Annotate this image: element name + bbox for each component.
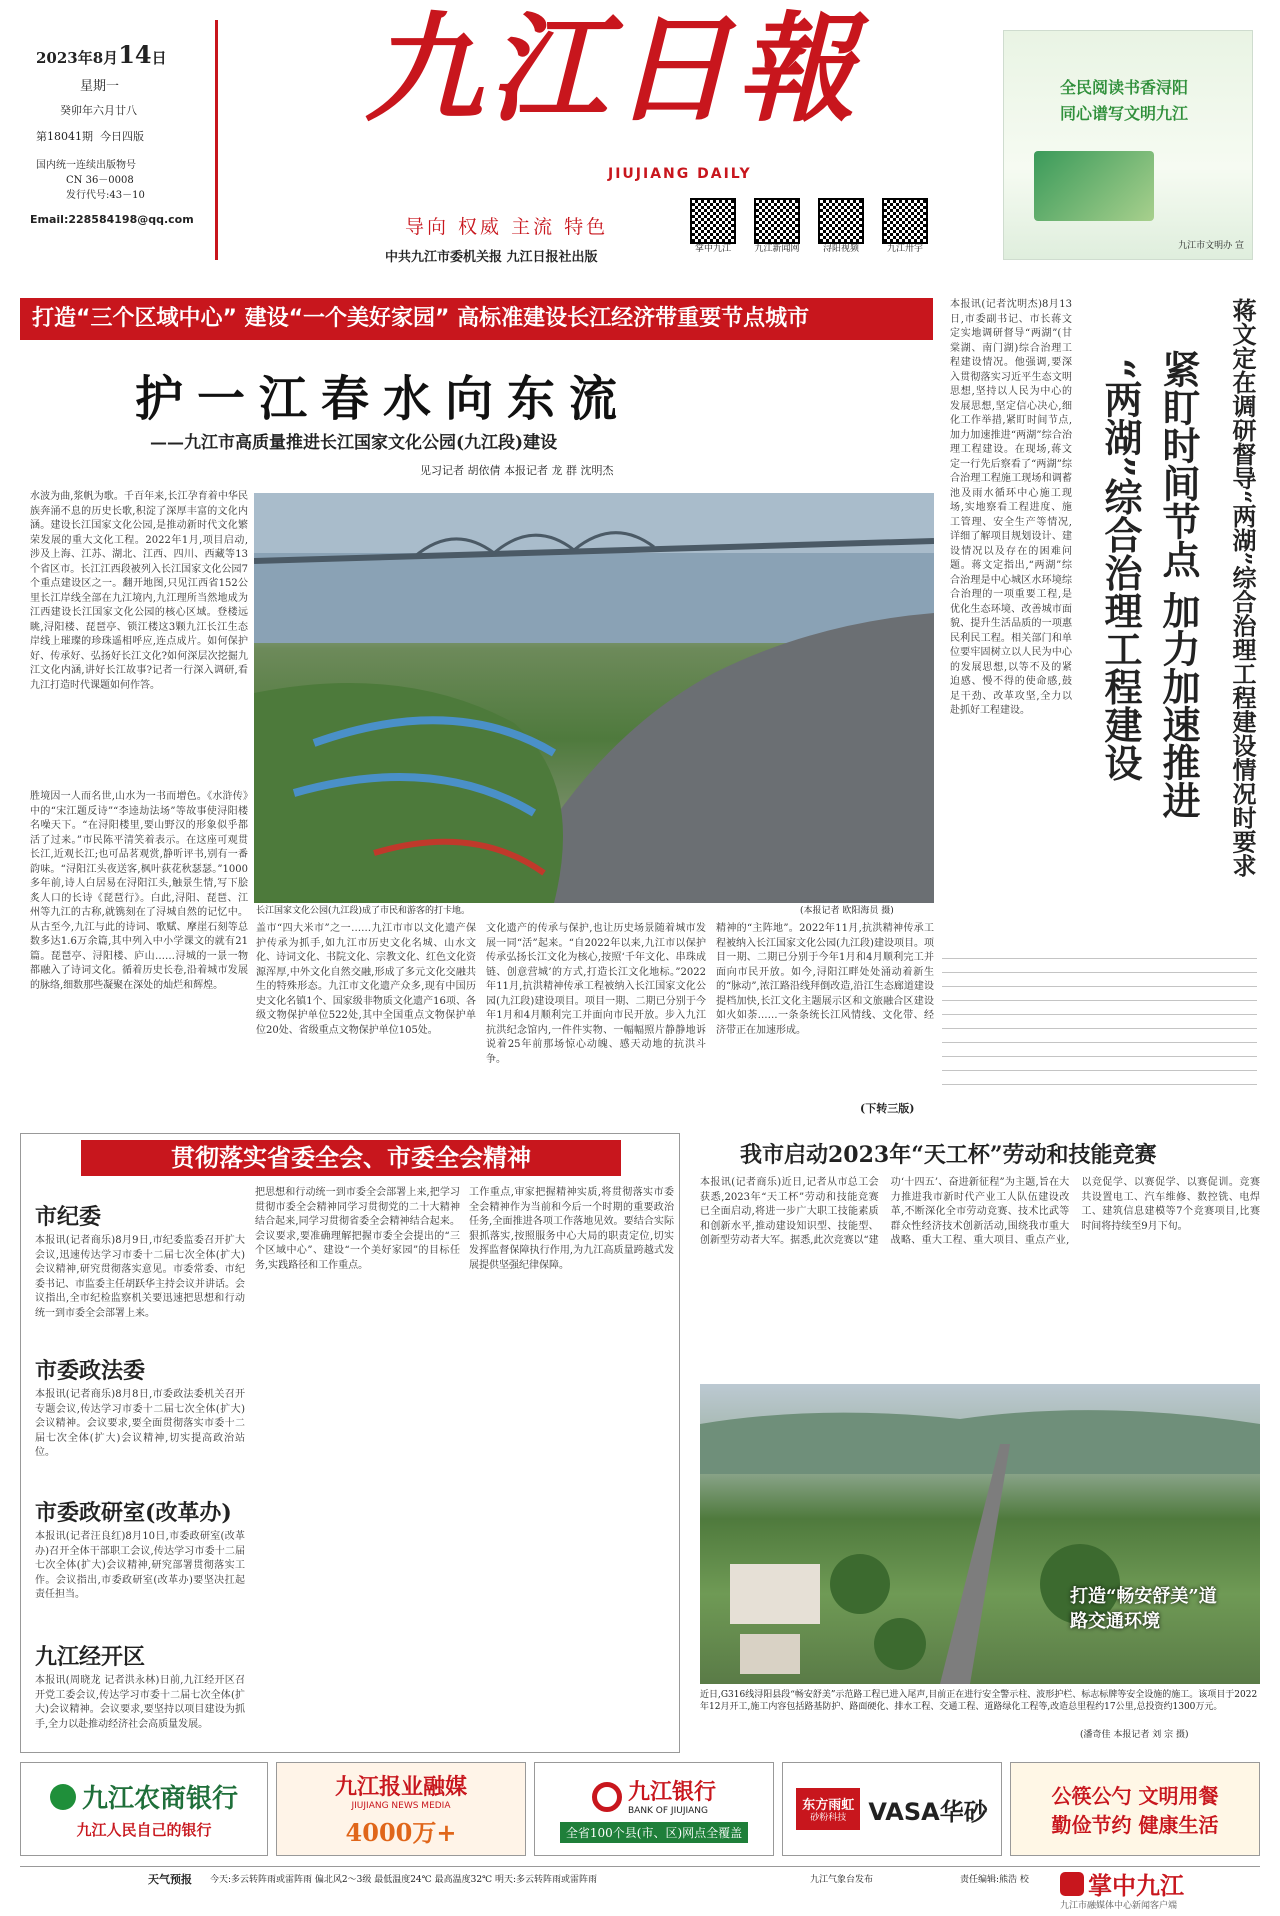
comp-text: 本报讯(记者商乐)近日,记者从市总工会获悉,2023年“天工杯”劳动和技能竞赛已全面启动,将进一步广大职工技能素质和创新水平,推动建设知识型、技能型、创新型劳动者大军。据悉,此次竞赛以“建功‘十四五’、奋进新征程”为主题,旨在大力推进我市新时代产业工人队伍建设改革,不断深化全市劳动竞赛、技术比武等群众性经济技术创新活动,围绕我市重大战略、重大工程、重大项目、重点产业,以竞促学、以赛促学、以赛促训。竞赛共设置电工、汽车维修、数控铣、电焊工、建筑信息建模等7个竞赛项目,比赛时间将持续至9月下旬。 — [700, 1177, 1260, 1246]
meeting-box — [20, 1133, 680, 1753]
date-info — [30, 40, 194, 226]
right-story-bottom-text — [942, 958, 1257, 1088]
slogan: 导向 权威 主流 特色 — [405, 216, 609, 238]
ad-media[interactable] — [276, 1762, 526, 1856]
qr-label: 浔阳视频 — [822, 244, 859, 254]
road-photo[interactable] — [700, 1384, 1260, 1684]
ad-jiujiang-bank[interactable] — [534, 1762, 774, 1856]
promo-line-1: 全民阅读书香浔阳 — [1060, 78, 1189, 97]
yuhong-name: 东方雨虹 — [802, 1797, 855, 1813]
lead-headline[interactable]: 护一江春水向东流 — [135, 371, 632, 427]
yuhong-logo — [796, 1788, 860, 1831]
email: Email:228584198@qq.com — [30, 213, 194, 226]
qr-code-icon[interactable] — [818, 198, 864, 244]
section-text: 本报讯(记者商乐)8月8日,市委政法委机关召开专题会议,传达学习市委十二届七次全体(扩大)会议精神。会议要求,要全面贯彻落实市委十二届七次全体(扩大)会议精神,切实提高政治站位。 — [35, 1389, 245, 1458]
media-name: 九江报业融媒 — [334, 1774, 467, 1801]
masthead-divider — [215, 20, 218, 260]
ad-strip — [20, 1762, 1260, 1856]
date-day: 14 — [118, 40, 152, 69]
section-text: 本报讯(记者汪良红)8月10日,市委政研室(改革办)召开全体干部职工会议,传达学习市委十二届七次全体(扩大)会议精神,研究部署贯彻落实工作。会议指出,市委政研室(改革办)要坚决扛起责任担当。 — [35, 1531, 245, 1600]
lead-subhead: ——九江市高质量推进长江国家文化公园(九江段)建设 — [150, 433, 558, 453]
lead-photo-caption: 长江国家文化公园(九江段)成了市民和游客的打卡地。 — [256, 906, 471, 916]
qr-code-icon[interactable] — [754, 198, 800, 244]
bank-logo-icon — [50, 1784, 76, 1810]
qr-codes — [690, 198, 928, 256]
meeting-col3: 工作重点,审家把握精神实质,将贯彻落实市委全会精神作为当前和今后一个时期的重要政治任务,全面推进各项工作落地见效。要结合实际狠抓落实,按照服务中心大局的职责定位,切实发挥监督保障执行作用,为九江高质量跨越式发展提供坚强纪律保障。 — [469, 1187, 674, 1271]
qr-item[interactable] — [882, 198, 928, 256]
right-headline-1[interactable]: 紧盯时间节点 加力加速推进 — [1156, 350, 1201, 820]
jiujiang-bank-slogan: 全省100个县(市、区)网点全覆盖 — [560, 1822, 748, 1843]
section-text: 本报讯(周晓龙 记者洪永林)日前,九江经开区召开党工委会议,传达学习市委十二届七次全体(扩大)会议精神。会议要求,要坚持以项目建设为抓手,全力以赴推动经济社会高质量发展。 — [35, 1675, 245, 1730]
ad-civic[interactable] — [1010, 1762, 1260, 1856]
editor: 责任编辑:熊浩 校 — [960, 1875, 1029, 1885]
newspaper-title: 九江日報 — [365, 0, 862, 138]
qr-code-icon[interactable] — [690, 198, 736, 244]
road-photo-caption: 近日,G316线浔阳县段“畅安舒美”示范路工程已进入尾声,目前正在进行安全警示柱、波形护栏、标志标牌等安全设施的施工。该项目于2022年12月开工,施工内容包括路基防护、路面硬化、排水工程、交通工程、道路绿化工程等,改造总里程约17公里,总投资约1300万元。 — [700, 1690, 1258, 1712]
lead-photo-credit: (本报记者 欧阳海员 摄) — [800, 906, 894, 916]
road-illustration — [700, 1384, 1260, 1684]
weekday: 星期一 — [80, 79, 120, 94]
right-headline-2[interactable]: “两湖”综合治理工程建设 — [1098, 358, 1143, 782]
lead-byline: 见习记者 胡依倩 本报记者 龙 群 沈明杰 — [420, 464, 614, 477]
qr-label: 九江新闻网 — [754, 244, 800, 254]
section-text: 本报讯(记者商乐)8月9日,市纪委监委召开扩大会议,迅速传达学习市委十二届七次全体(扩大)会议精神,研究贯彻落实意见。市委常委、市纪委书记、市监委主任胡跃华主持会议并讲话。会议指出,全市纪检监察机关要迅速把思想和行动统一到市委全会部署上来。 — [35, 1235, 245, 1319]
civic-line-2: 勤俭节约 健康生活 — [1051, 1813, 1219, 1837]
meeting-box-title: 贯彻落实省委全会、市委全会精神 — [81, 1140, 621, 1176]
media-fans: 4000万+ — [345, 1817, 457, 1847]
postal-code: 发行代号:43－10 — [66, 190, 145, 201]
newspaper-pinyin: JIUJIANG DAILY — [608, 166, 752, 182]
lunar-date: 癸卯年六月廿八 — [60, 104, 137, 117]
civic-line-1: 公筷公勺 文明用餐 — [1051, 1784, 1219, 1808]
lead-col4: 精神的“主阵地”。2022年11月,抗洪精神传承工程被纳入长江国家文化公园(九江段)建设项目。项目一期、二期已分别于今年1月和4月顺利完工并面向市民开放。如今,浔阳江畔处处涌动着新生的“脉动”,浓江路沿线拜倒改造,沿江生态廊道建设提档加快,长江文化主题展示区和文旅融合区建设如火如荼……一条条统长江风情线、文化带、经济带正在加速形成。 — [716, 923, 934, 1036]
road-photo-credit: (潘奇佳 本报记者 刘 宗 摄) — [1080, 1730, 1189, 1740]
issue-number: 第18041期 — [36, 130, 93, 143]
rural-bank-slogan: 九江人民自己的银行 — [76, 1821, 212, 1839]
date: 2023年8月 — [36, 49, 119, 67]
weather-source: 九江气象台发布 — [810, 1875, 874, 1885]
watermark-sub: 九江市融媒体中心新闻客户端 — [1060, 1901, 1178, 1911]
ad-rural-bank[interactable] — [20, 1762, 268, 1856]
cn-number: CN 36－0008 — [66, 175, 134, 186]
right-story-text: 本报讯(记者沈明杰)8月13日,市委副书记、市长蒋文定实地调研督导“两湖”(甘棠湖、南门湖)综合治理工程建设情况。他强调,要深入贯彻落实习近平生态文明思想,坚持以人民为中心的发展思想,坚定信心决心,细化工作举措,紧盯时间节点,加力加速推进“两湖”综合治理工程建设。在现场,蒋文定一行先后察看了“两湖”综合治理工程施工现场和调蓄池及雨水循环中心施工现场,实地察看工程进度、施工管理、安全生产等情况,详细了解项目规划设计、建设情况以及存在的困难问题。蒋文定指出,“两湖”综合治理是中心城区水环境综合治理的一项重要工程,是优化生态环境、改善城市面貌、提升生活品质的一项惠民利民工程。相关部门和单位要牢固树立以人民为中心的发展思想,以等不及的紧迫感、慢不得的使命感,鼓足干劲、改革攻坚,全力以赴抓好工程建设。 — [950, 299, 1072, 716]
promo-line-2: 同心谱写文明九江 — [1060, 104, 1189, 123]
lead-col2: 盖市“四大米市”之一……九江市市以文化遗产保护传承为抓手,如九江市历史文化名城、山水文化、诗词文化、书院文化、宗教文化、红色文化资源浑厚,中外文化自然交融,形成了多元文化交融共生的特殊形态。九江市文化遗产众多,现有中国历史文化名镇1个、国家级非物质文化遗产16项、各级文物保护单位522处,其中全国重点文物保护单位20处、省级重点文物保护单位105处。 — [256, 923, 476, 1036]
rural-bank-name: 九江农商银行 — [81, 1784, 238, 1814]
vasa-brand: VASA华砂 — [868, 1797, 988, 1826]
watermark-title: 掌中九江 — [1088, 1871, 1184, 1900]
publisher: 中共九江市委机关报 九江日报社出版 — [385, 250, 598, 265]
date-suffix: 日 — [151, 49, 167, 67]
weather-label: 天气预报 — [148, 1873, 192, 1886]
section-title[interactable]: 市委政法委 — [35, 1358, 146, 1384]
page-count: 今日四版 — [100, 130, 144, 143]
cn-label: 国内统一连续出版物号 — [36, 160, 136, 171]
section-title[interactable]: 九江经开区 — [35, 1644, 146, 1670]
qr-item[interactable] — [818, 198, 864, 256]
app-watermark[interactable] — [1060, 1866, 1270, 1912]
comp-headline[interactable]: 我市启动2023年“天工杯”劳动和技能竞赛 — [740, 1142, 1157, 1168]
top-banner — [20, 298, 933, 340]
qr-code-icon[interactable] — [882, 198, 928, 244]
promo-credit: 九江市文明办 宣 — [1178, 241, 1244, 252]
bridge-illustration — [254, 493, 934, 903]
jiujiang-bank-en: BANK OF JIUJIANG — [627, 1806, 708, 1817]
right-story — [950, 298, 1260, 1098]
road-photo-title: 打造“畅安舒美”道路交通环境 — [1070, 1586, 1217, 1633]
lead-col1-bottom: 胜境因一人而名世,山水为一书而增色。《水浒传》中的“宋江题反诗”“李逵劫法场”等故事使浔阳楼名噪天下。“在浔阳楼里,要山野汉的形象似乎都活了过来。”市民陈平清笑着表示。在这座可观贯长江,近观长江;也可品茗观赏,静听评书,别有一番韵味。“浔阳江头夜送客,枫叶荻花秋瑟瑟。”1000多年前,诗人白居易在浔阳江头,触景生情,写下脍炙人口的长诗《琵琶行》。白此,浔阳、琵琶、江州等九江的古称,就镌刻在了浔城自然的记忆中。从古至今,九江与此的诗词、歌赋、摩崖石刻等总数多达1.6万余篇,其中列入中小学课文的就有21篇。琵琶亭、浔阳楼、庐山……浔城的一景一物都融入了诗词文化。循着历史长卷,沿着城市发展的脉络,细数那些凝聚在深处的灿烂和辉煌。 — [30, 791, 248, 991]
continued-note[interactable]: (下转三版) — [860, 1102, 915, 1115]
lead-col3: 文化遗产的传承与保护,也让历史场景随着城市发展一同“活”起来。“自2022年以来,九江市以保护传承弘扬长江文化为核心,按照‘千年文化、串珠成链、创意营城’的方式,打造长江文化地标。”2022年11月,抗洪精神传承工程被纳入长江国家文化公园(九江段)建设项目。项目一期、二期已分别于今年1月和4月顺利完工并面向市民开放。步入九江抗洪纪念馆内,一件件实物、一幅幅照片静静地诉说着25年前那场惊心动魄、感天动地的抗洪斗争。 — [486, 923, 706, 1065]
app-logo-icon — [1060, 1872, 1084, 1896]
yuhong-sub: 砂粉科技 — [810, 1812, 847, 1823]
qr-item[interactable] — [690, 198, 736, 256]
lead-col1-top: 水波为曲,浆帆为歌。千百年来,长江孕育着中华民族奔涌不息的历史长歌,积淀了深厚丰富的文化内涵。建设长江国家文化公园,是推动新时代文化繁荣发展的重大文化工程。2022年1月,项目启动,涉及上海、江苏、湖北、江西、四川、西藏等13个省区市。长江江西段被列入长江国家文化公园7个重点建设区之一。翻开地图,只见江西省152公里长江岸线全部在九江境内,九江理所当然地成为江西建设长江国家文化公园的核心区域。登楼远眺,浔阳楼、琵琶亭、锁江楼这3颗九江长江生态岸线上璀璨的珍珠遥相呼应,连点成片。如何保护好、传承好、弘扬好长江文化?如何深层次挖掘九江文化内涵,讲好长江故事?记者一行深入调研,看九江打造时代课题如何作答。 — [30, 491, 248, 691]
qr-label: 九江卅宇 — [886, 244, 923, 254]
jiujiang-bank-logo-icon — [592, 1782, 622, 1812]
reading-promo[interactable] — [1003, 30, 1253, 260]
qr-item[interactable] — [754, 198, 800, 256]
book-icon — [1034, 151, 1154, 221]
issue-info — [36, 128, 186, 144]
qr-label: 掌中九江 — [694, 244, 731, 254]
ad-oriental-yuhong[interactable] — [782, 1762, 1002, 1856]
jiujiang-bank-name: 九江银行 — [627, 1779, 716, 1806]
lead-photo[interactable] — [254, 493, 934, 903]
banner-text: 打造“三个区域中心” 建设“一个美好家园” 高标准建设长江经济带重要节点城市 — [32, 306, 810, 331]
section-title[interactable]: 市委政研室(改革办) — [35, 1500, 232, 1526]
masthead — [0, 0, 1280, 272]
right-kicker: 蒋文定在调研督导“两湖”综合治理工程建设情况时要求 — [1228, 298, 1257, 878]
section-title[interactable]: 市纪委 — [35, 1204, 102, 1230]
media-sub: JIUJIANG NEWS MEDIA — [351, 1801, 451, 1812]
meeting-col2: 把思想和行动统一到市委全会部署上来,把学习贯彻市委全会精神同学习贯彻党的二十大精神结合起来,同学习贯彻省委全会精神结合起来。会议要求,要准确理解把握市委全会提出的“三个区域中心”、建设“一个美好家园”的目标任务,实践路径和工作重点。 — [255, 1187, 460, 1271]
weather-text: 今天:多云转阵雨或雷阵雨 偏北风2～3级 最低温度24℃ 最高温度32℃ 明天:多云转阵雨或雷阵雨 — [210, 1875, 598, 1885]
